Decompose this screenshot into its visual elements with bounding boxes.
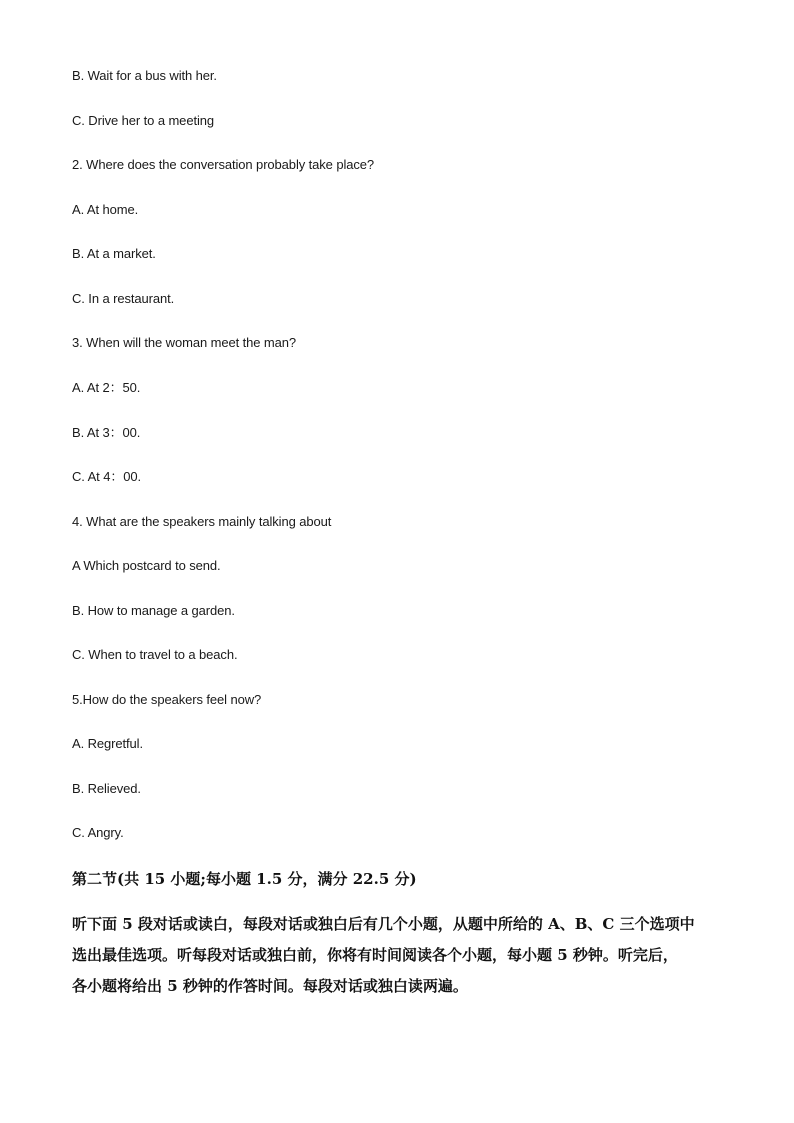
option-2a: A. At home. xyxy=(72,202,139,217)
option-3b: B. At 3：00. xyxy=(72,425,141,440)
question-2: 2. Where does the conversation probably take place? xyxy=(72,157,375,172)
option-2c: C. In a restaurant. xyxy=(72,291,175,306)
option-4c: C. When to travel to a beach. xyxy=(72,647,238,662)
option-1c: C. Drive her to a meeting xyxy=(72,113,215,128)
question-4: 4. What are the speakers mainly talking about xyxy=(72,514,332,529)
option-1b: B. Wait for a bus with her. xyxy=(72,68,217,83)
section-instructions xyxy=(72,909,724,1002)
instructions-line-1: 听下面 5 段对话或读白，每段对话或独白后有几个小题，从题中所给的 A、B、C 三个选项中 xyxy=(72,915,695,933)
option-3a: A. At 2：50. xyxy=(72,380,141,395)
question-5: 5.How do the speakers feel now? xyxy=(72,692,262,707)
option-5b: B. Relieved. xyxy=(72,781,141,796)
option-4b: B. How to manage a garden. xyxy=(72,603,235,618)
option-4a: A Which postcard to send. xyxy=(72,558,221,573)
option-5c: C. Angry. xyxy=(72,825,124,840)
section-title: 第二节(共 15 小题;每小题 1.5 分，满分 22.5 分) xyxy=(72,870,417,888)
question-3: 3. When will the woman meet the man? xyxy=(72,335,297,350)
instructions-line-3: 各小题将给出 5 秒钟的作答时间。每段对话或独白读两遍。 xyxy=(72,977,468,995)
instructions-line-2: 选出最佳选项。听每段对话或独白前，你将有时间阅读各个小题，每小题 5 秒钟。听完后， xyxy=(72,946,678,964)
option-3c: C. At 4：00. xyxy=(72,469,141,484)
option-5a: A. Regretful. xyxy=(72,736,143,751)
option-2b: B. At a market. xyxy=(72,246,156,261)
